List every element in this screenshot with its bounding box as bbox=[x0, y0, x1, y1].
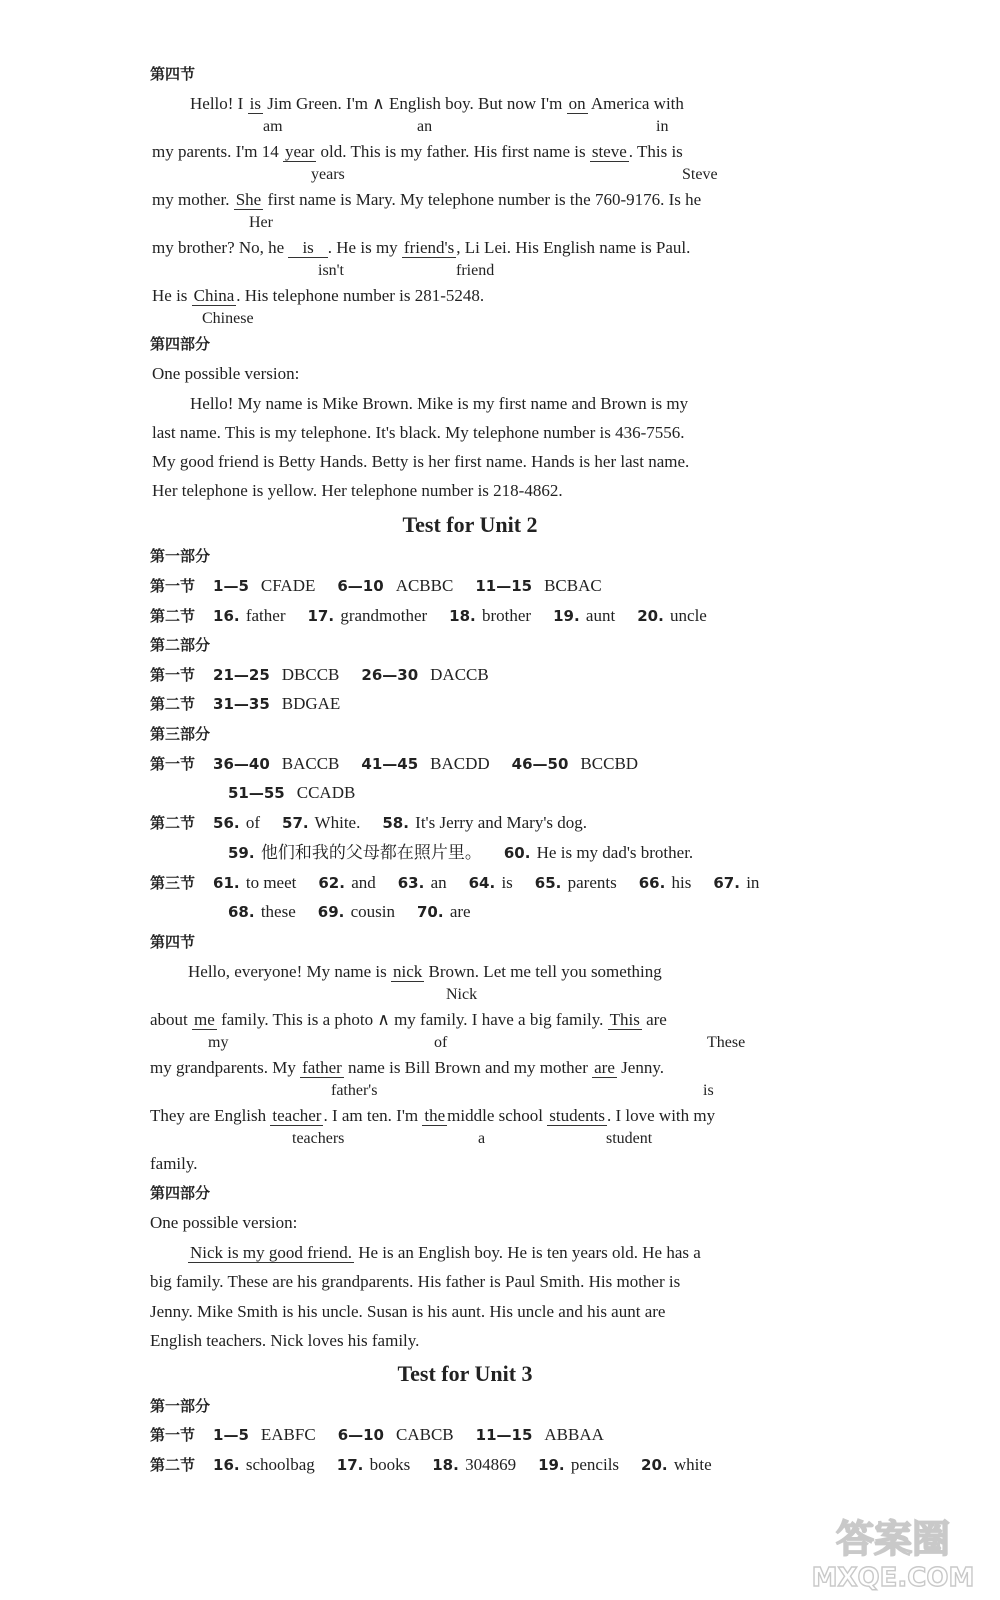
correction: in bbox=[656, 118, 669, 135]
correction: of bbox=[434, 1034, 448, 1051]
part-heading: 第一部分 bbox=[150, 547, 211, 565]
text-line: Jenny. Mike Smith is his uncle. Susan is his aunt. His uncle and his aunt are bbox=[150, 1302, 666, 1321]
correction: Steve bbox=[682, 166, 718, 183]
unit-title: Test for Unit 3 bbox=[397, 1361, 533, 1386]
correction: Nick bbox=[446, 986, 478, 1003]
intro-text: One possible version: bbox=[150, 1213, 298, 1232]
answer-row: 第三节 61. to meet 62. and 63. an 64. is 65. parents 66. his 67. in bbox=[150, 873, 760, 892]
answer-row: 第一节 21—25 DBCCB 26—30 DACCB bbox=[150, 665, 489, 684]
part-heading: 第一部分 bbox=[150, 1397, 211, 1415]
text-line: my grandparents. My father name is Bill Brown and my mother are Jenny. bbox=[150, 1058, 664, 1077]
text-line: last name. This is my telephone. It's black. My telephone number is 436-7556. bbox=[152, 423, 685, 442]
answer-row: 第一节 36—40 BACCB 41—45 BACDD 46—50 BCCBD bbox=[150, 754, 639, 773]
text-line: My good friend is Betty Hands. Betty is her first name. Hands is her last name. bbox=[152, 452, 690, 471]
answer-row: 51—55 CCADB bbox=[228, 783, 356, 802]
watermark bbox=[808, 1510, 978, 1592]
correction: father's bbox=[331, 1082, 378, 1099]
section-heading: 第四节 bbox=[150, 65, 196, 83]
correction: isn't bbox=[318, 262, 344, 279]
answer-row: 第一节 1—5 EABFC 6—10 CABCB 11—15 ABBAA bbox=[150, 1425, 604, 1444]
correction: Her bbox=[249, 214, 273, 231]
answer-row: 第二节 56. of 57. White. 58. It's Jerry and Mary's dog. bbox=[150, 813, 588, 832]
watermark-text: 答案圈 bbox=[835, 1517, 951, 1561]
watermark-logo bbox=[808, 1510, 978, 1592]
text-line: They are English teacher . I am ten. I'm the middle school students . I love with my bbox=[150, 1106, 716, 1125]
text-line: He is China . His telephone number is 281-5248. bbox=[152, 286, 485, 305]
text-line: big family. These are his grandparents. His father is Paul Smith. His mother is bbox=[150, 1272, 681, 1291]
text-line: Hello! My name is Mike Brown. Mike is my first name and Brown is my bbox=[190, 394, 689, 413]
text-line: my brother? No, he is . He is my friend's , Li Lei. His English name is Paul. bbox=[152, 238, 691, 257]
unit-title: Test for Unit 2 bbox=[402, 512, 538, 537]
correction: teachers bbox=[292, 1130, 345, 1147]
answer-row: 第二节 31—35 BDGAE bbox=[150, 694, 341, 713]
text-line: Her telephone is yellow. Her telephone number is 218-4862. bbox=[152, 481, 563, 500]
correction: student bbox=[606, 1130, 653, 1147]
part-heading: 第二部分 bbox=[150, 636, 211, 654]
intro-text: One possible version: bbox=[152, 364, 300, 383]
answer-row: 第一节 1—5 CFADE 6—10 ACBBC 11—15 BCBAC bbox=[150, 576, 602, 595]
section-heading: 第四部分 bbox=[150, 335, 211, 353]
text-line: my mother. She first name is Mary. My telephone number is the 760-9176. Is he bbox=[152, 190, 702, 209]
correction: These bbox=[707, 1034, 746, 1051]
correction: my bbox=[208, 1034, 229, 1051]
text-line: Nick is my good friend. He is an English boy. He is ten years old. He has a bbox=[190, 1243, 701, 1262]
text-line: Hello! I is Jim Green. I'm ∧ English boy. But now I'm on America with bbox=[190, 94, 684, 113]
text-line: about me family. This is a photo ∧ my family. I have a big family. This are bbox=[150, 1010, 667, 1029]
text-line: my parents. I'm 14 year old. This is my father. His first name is steve . This is bbox=[152, 142, 683, 161]
answer-row: 第二节 16. schoolbag 17. books 18. 304869 19. pencils 20. white bbox=[150, 1455, 712, 1474]
text-line: family. bbox=[150, 1154, 198, 1173]
correction: am bbox=[263, 118, 283, 135]
answer-row: 68. these 69. cousin 70. are bbox=[228, 902, 471, 921]
correction: friend bbox=[456, 262, 495, 279]
section-heading: 第四部分 bbox=[150, 1184, 211, 1202]
part-heading: 第三部分 bbox=[150, 725, 211, 743]
section-heading: 第四节 bbox=[150, 933, 196, 951]
correction: years bbox=[311, 166, 345, 183]
answer-row: 第二节 16. father 17. grandmother 18. brother 19. aunt 20. uncle bbox=[150, 606, 707, 625]
answer-row: 59. 他们和我的父母都在照片里。 60. He is my dad's brother. bbox=[228, 843, 694, 862]
text-line: English teachers. Nick loves his family. bbox=[150, 1331, 420, 1350]
correction: Chinese bbox=[202, 310, 254, 327]
watermark-url: MXQE.COM bbox=[811, 1563, 975, 1592]
correction: is bbox=[703, 1082, 714, 1099]
correction: a bbox=[478, 1130, 486, 1147]
text-line: Hello, everyone! My name is nick Brown. Let me tell you something bbox=[188, 962, 662, 981]
correction: an bbox=[417, 118, 433, 135]
